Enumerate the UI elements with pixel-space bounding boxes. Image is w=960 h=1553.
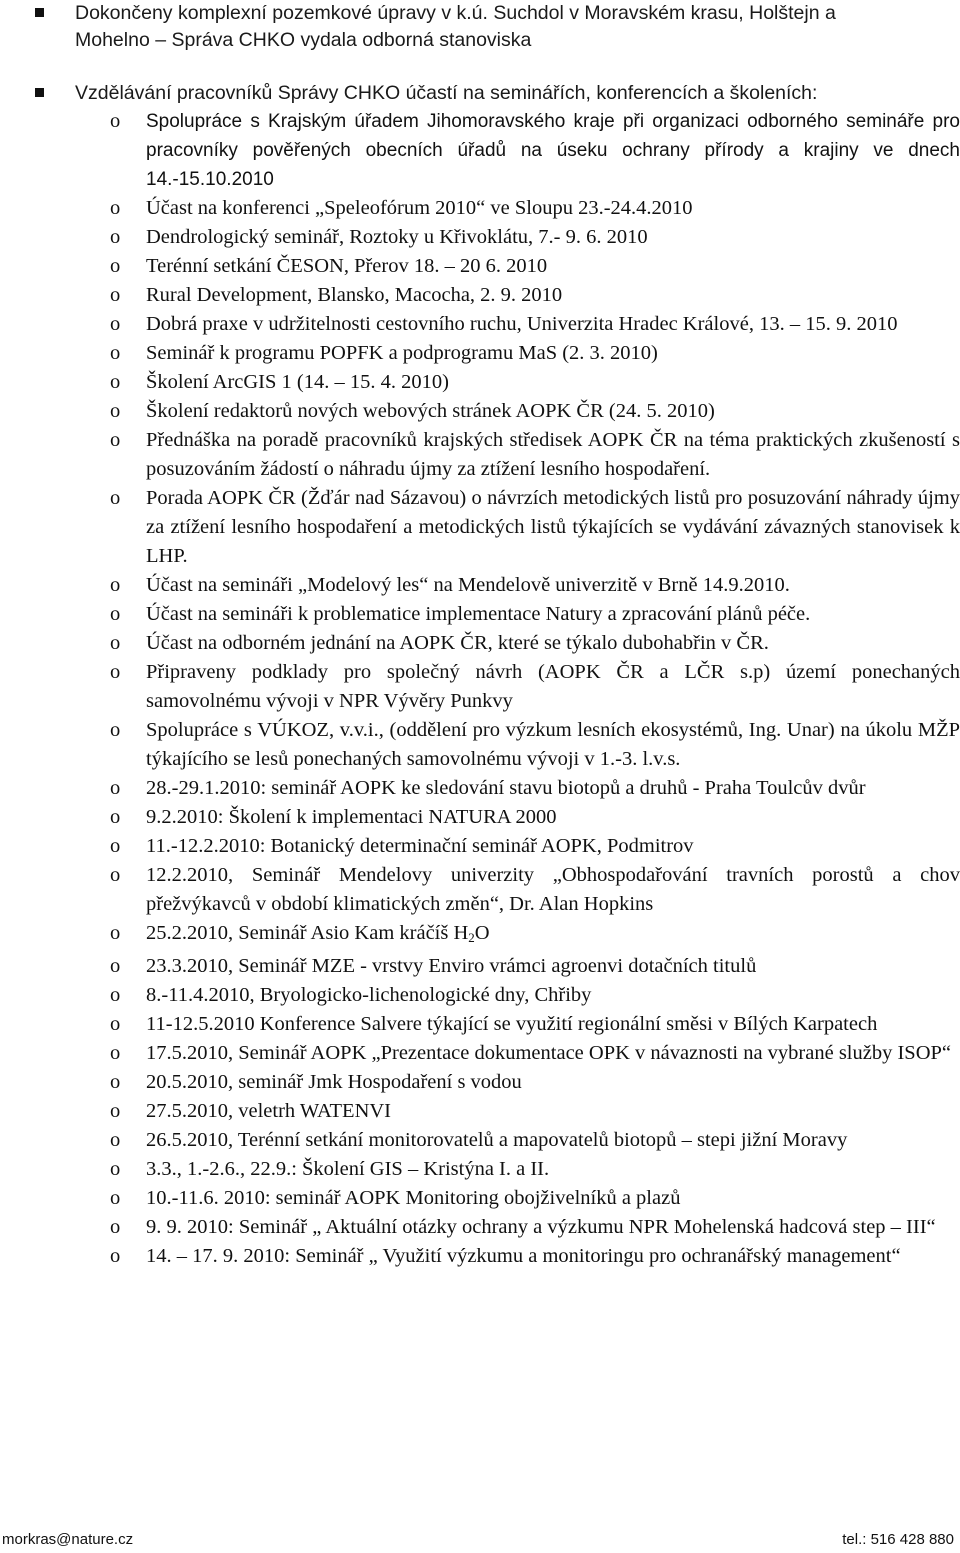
sub-item-text: 17.5.2010, Seminář AOPK „Prezentace dokumentace OPK v návaznosti na vybrané služby ISOP“ (146, 1042, 952, 1064)
sub-list-item (0, 1097, 960, 1126)
subscript: 2 (468, 930, 475, 945)
sub-item-text: 27.5.2010, veletrh WATENVI (146, 1100, 392, 1122)
sub-list-item (0, 716, 960, 774)
circle-bullet-icon: o (110, 1158, 121, 1180)
bullet-text: Vzdělávání pracovníků Správy CHKO účastí na seminářích, konferencích a školeních: (75, 82, 818, 104)
sub-item-text: Terénní setkání ČESON, Přerov 18. – 20 6. 2010 (146, 255, 548, 277)
circle-bullet-icon: o (110, 984, 121, 1006)
sub-list-item (0, 919, 960, 952)
circle-bullet-icon: o (110, 955, 121, 977)
sub-list-item (0, 1155, 960, 1184)
sub-list-item (0, 1126, 960, 1155)
circle-bullet-icon: o (110, 1071, 121, 1093)
sub-list-item (0, 1213, 960, 1242)
sub-list-item (0, 861, 960, 919)
sub-list-item (0, 981, 960, 1010)
sub-item-text: Spolupráce s Krajským úřadem Jihomoravského kraje při organizaci odborného semináře pro pracovníky pověřených obecních úřadů na úseku ochrany přírody a krajiny ve dnech 14.-15.10.2010 (146, 111, 960, 190)
circle-bullet-icon: o (110, 719, 121, 741)
circle-bullet-icon: o (110, 1245, 121, 1267)
circle-bullet-icon: o (110, 1187, 121, 1209)
sub-item-text: 9. 9. 2010: Seminář „ Aktuální otázky ochrany a výzkumu NPR Mohelenská hadcová step – III“ (146, 1216, 936, 1238)
sub-list-item (0, 1242, 960, 1271)
sub-item-text: Rural Development, Blansko, Macocha, 2. 9. 2010 (146, 284, 563, 306)
sub-item-text: 11.-12.2.2010: Botanický determinační seminář AOPK, Podmitrov (146, 835, 694, 857)
circle-bullet-icon: o (110, 574, 121, 596)
sub-item-list (0, 107, 960, 1271)
sub-item-text: Účast na semináři „Modelový les“ na Mendelově univerzitě v Brně 14.9.2010. (146, 574, 790, 596)
sub-item-text-part: 25.2.2010, Seminář Asio Kam kráčíš H (146, 922, 469, 944)
sub-item-text: 8.-11.4.2010, Bryologicko-lichenologické dny, Chřiby (146, 984, 592, 1006)
footer-email[interactable]: morkras@nature.cz (2, 1531, 134, 1548)
circle-bullet-icon: o (110, 255, 121, 277)
sub-item-text: Účast na odborném jednání na AOPK ČR, které se týkalo dubohabřin v ČR. (146, 632, 769, 654)
bullet-item (0, 0, 885, 54)
sub-item-text: Porada AOPK ČR (Žďár nad Sázavou) o návrzích metodických listů pro posuzování náhrady újmy za ztížení lesního hospodaření a metodických listů týkajících se vydávání závazných stanovisek k LHP. (146, 487, 960, 567)
sub-list-item (0, 600, 960, 629)
circle-bullet-icon: o (110, 1129, 121, 1151)
square-bullet-icon (35, 88, 44, 97)
sub-item-text: Školení ArcGIS 1 (14. – 15. 4. 2010) (146, 371, 449, 393)
sub-list-item (0, 832, 960, 861)
square-bullet-icon (35, 8, 44, 17)
sub-item-text: Spolupráce s VÚKOZ, v.v.i., (oddělení pro výzkum lesních ekosystémů, Ing. Unar) na úkolu MŽP týkajícího se lesů ponechaných samovolnému vývoji v 1.-3. l.v.s. (146, 719, 960, 770)
sub-list-item (0, 1184, 960, 1213)
circle-bullet-icon: o (110, 603, 121, 625)
circle-bullet-icon: o (110, 922, 121, 944)
sub-item-text: Seminář k programu POPFK a podprogramu MaS (2. 3. 2010) (146, 342, 658, 364)
circle-bullet-icon: o (110, 1216, 121, 1238)
sub-list-item (0, 339, 960, 368)
sub-list-item (0, 1068, 960, 1097)
sub-list-item (0, 368, 960, 397)
sub-item-text: Účast na konferenci „Speleofórum 2010“ ve Sloupu 23.-24.4.2010 (146, 197, 693, 219)
sub-list-item (0, 1039, 960, 1068)
sub-item-text: 26.5.2010, Terénní setkání monitorovatelů a mapovatelů biotopů – stepi jižní Moravy (146, 1129, 848, 1151)
sub-item-text: 3.3., 1.-2.6., 22.9.: Školení GIS – Kristýna I. a II. (146, 1158, 550, 1180)
circle-bullet-icon: o (110, 661, 121, 683)
circle-bullet-icon: o (110, 371, 121, 393)
sub-item-text: 10.-11.6. 2010: seminář AOPK Monitoring obojživelníků a plazů (146, 1187, 681, 1209)
bullet-text: Dokončeny komplexní pozemkové úpravy v k.ú. Suchdol v Moravském krasu, Holštejn a Mohelno – Správa CHKO vydala odborná stanoviska (75, 2, 836, 51)
circle-bullet-icon: o (110, 284, 121, 306)
sub-item-text: 12.2.2010, Seminář Mendelovy univerzity „Obhospodařování travních porostů a chov přežvýkavců v období klimatických změn“, Dr. Alan Hopkins (146, 864, 960, 915)
circle-bullet-icon: o (110, 806, 121, 828)
sub-list-item (0, 223, 960, 252)
sub-list-item (0, 281, 960, 310)
sub-list-item (0, 1010, 960, 1039)
sub-item-text-part: O (474, 922, 490, 944)
sub-item-text: Přednáška na poradě pracovníků krajských středisek AOPK ČR na téma praktických zkušeností s posuzováním žádostí o náhradu újmy za ztížení lesního hospodaření. (146, 429, 960, 480)
circle-bullet-icon: o (110, 487, 121, 509)
sub-list-item (0, 397, 960, 426)
sub-list-item (0, 803, 960, 832)
sub-list-item (0, 571, 960, 600)
footer-phone: tel.: 516 428 880 (842, 1531, 954, 1548)
sub-item-text: 14. – 17. 9. 2010: Seminář „ Využití výzkumu a monitoringu pro ochranářský management“ (146, 1245, 901, 1267)
sub-item-text: 28.-29.1.2010: seminář AOPK ke sledování stavu biotopů a druhů - Praha Toulcův dvůr (146, 777, 866, 799)
sub-item-text: Dobrá praxe v udržitelnosti cestovního ruchu, Univerzita Hradec Králové, 13. – 15. 9. 2010 (146, 313, 898, 335)
circle-bullet-icon: o (110, 1013, 121, 1035)
bullet-item (0, 80, 885, 107)
sub-list-item (0, 426, 960, 484)
sub-item-text: 20.5.2010, seminář Jmk Hospodaření s vodou (146, 1071, 522, 1093)
circle-bullet-icon: o (110, 429, 121, 451)
sub-list-item (0, 107, 960, 194)
sub-list-item (0, 484, 960, 571)
sub-list-item (0, 310, 960, 339)
circle-bullet-icon: o (110, 1100, 121, 1122)
circle-bullet-icon: o (110, 632, 121, 654)
sub-item-text: Školení redaktorů nových webových stránek AOPK ČR (24. 5. 2010) (146, 400, 715, 422)
sub-item-text: 11-12.5.2010 Konference Salvere týkající se využití regionální směsi v Bílých Karpatech (146, 1013, 878, 1035)
circle-bullet-icon: o (110, 342, 121, 364)
circle-bullet-icon: o (110, 835, 121, 857)
circle-bullet-icon: o (110, 110, 121, 132)
sub-list-item (0, 252, 960, 281)
sub-item-text: 23.3.2010, Seminář MZE - vrstvy Enviro vrámci agroenvi dotačních titulů (146, 955, 757, 977)
circle-bullet-icon: o (110, 777, 121, 799)
sub-list-item (0, 194, 960, 223)
sub-item-text: Připraveny podklady pro společný návrh (AOPK ČR a LČR s.p) území ponechaných samovolnému vývoji v NPR Vývěry Punkvy (146, 661, 960, 712)
circle-bullet-icon: o (110, 1042, 121, 1064)
sub-list-item (0, 629, 960, 658)
circle-bullet-icon: o (110, 864, 121, 886)
sub-item-text: Dendrologický seminář, Roztoky u Křivoklátu, 7.- 9. 6. 2010 (146, 226, 648, 248)
circle-bullet-icon: o (110, 226, 121, 248)
sub-list-item (0, 952, 960, 981)
sub-list-item (0, 774, 960, 803)
sub-item-text: Účast na semináři k problematice implementace Natury a zpracování plánů péče. (146, 603, 811, 625)
sub-item-text (146, 919, 960, 952)
circle-bullet-icon: o (110, 197, 121, 219)
sub-item-text: 9.2.2010: Školení k implementaci NATURA 2000 (146, 806, 557, 828)
sub-list-item (0, 658, 960, 716)
circle-bullet-icon: o (110, 313, 121, 335)
circle-bullet-icon: o (110, 400, 121, 422)
